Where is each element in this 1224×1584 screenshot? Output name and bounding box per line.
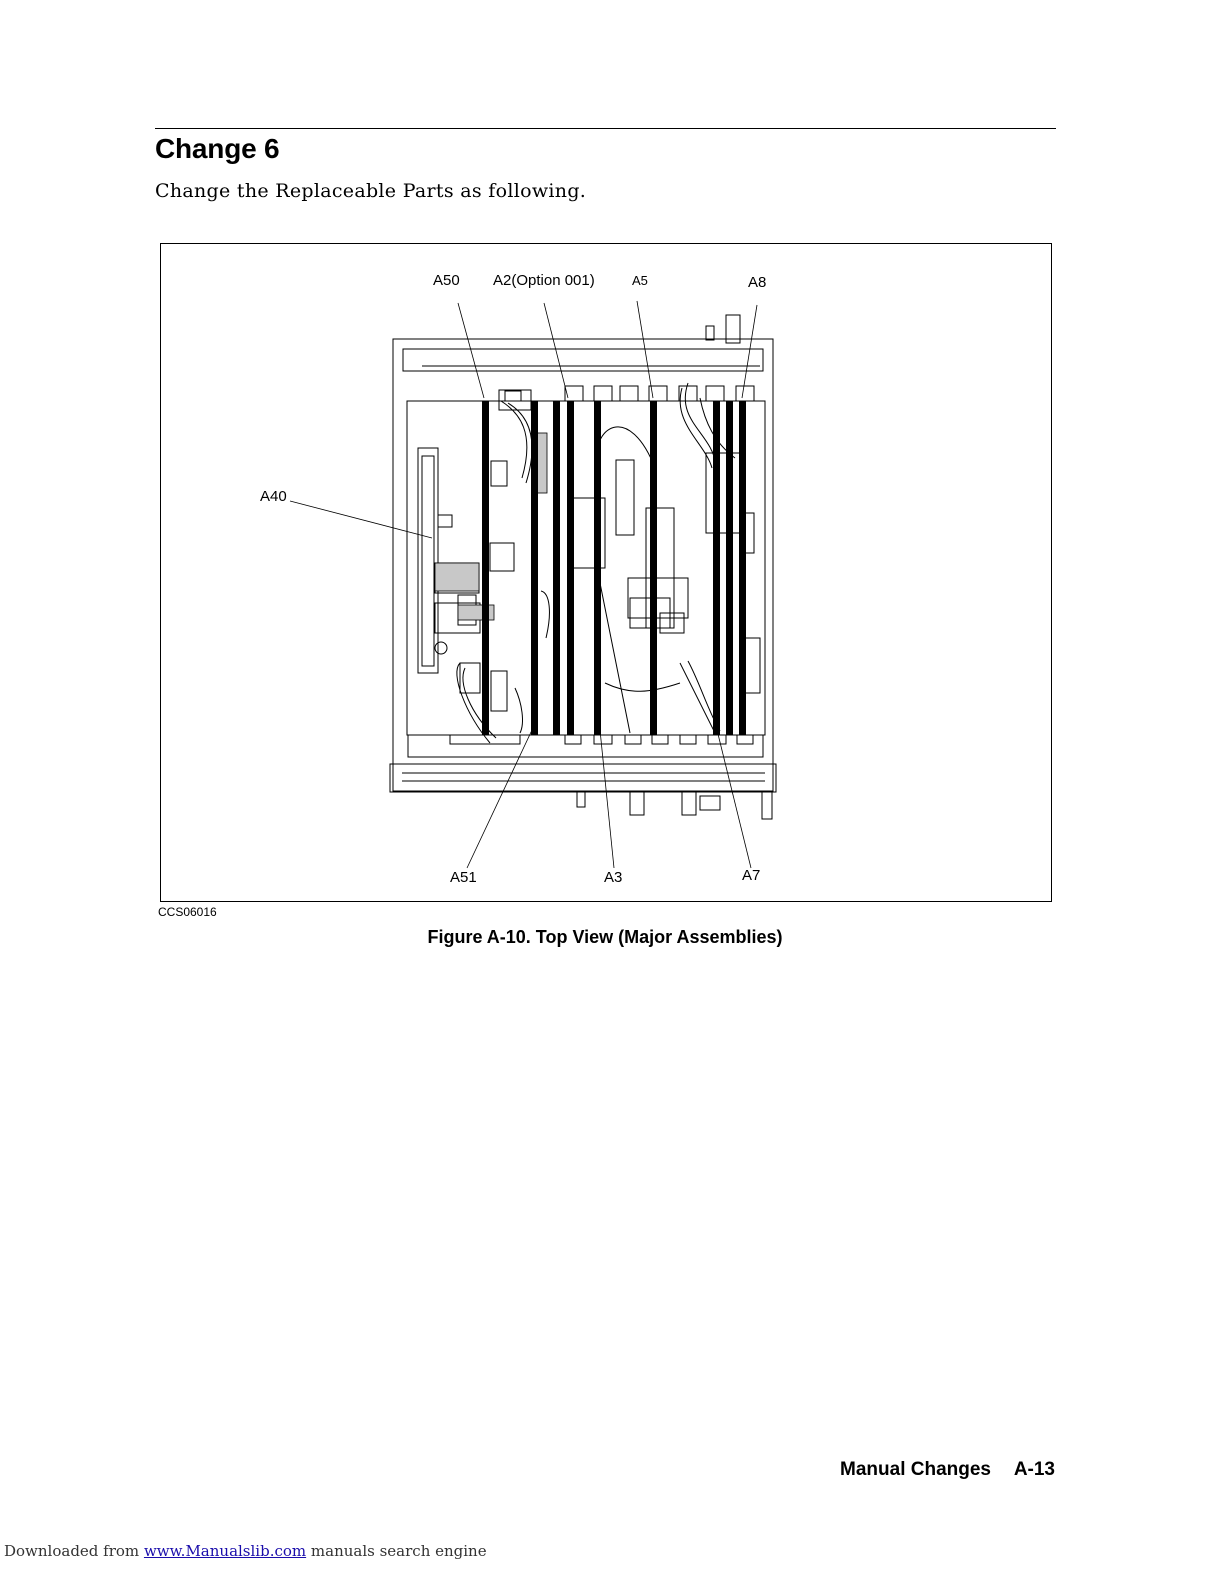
footer-section-name: Manual Changes [840, 1459, 991, 1480]
footer-page-number: A-13 [1013, 1459, 1055, 1480]
label-a3: A3 [604, 869, 623, 886]
a40-assembly [418, 448, 438, 673]
figure-code: CCS06016 [158, 905, 217, 919]
card-a8 [739, 401, 746, 735]
card-a7-1 [713, 401, 720, 735]
label-a2: A2(Option 001) [493, 272, 595, 289]
label-a50: A50 [433, 272, 460, 289]
intro-text: Change the Replaceable Parts as following. [155, 180, 587, 202]
card-slot [567, 401, 574, 735]
label-a51: A51 [450, 869, 477, 886]
label-a5: A5 [632, 273, 648, 288]
top-rule [155, 128, 1056, 129]
label-a7: A7 [742, 867, 761, 884]
card-a7-2 [726, 401, 733, 735]
download-note [4, 1542, 487, 1560]
card-a3 [594, 401, 601, 735]
card-a2 [553, 401, 560, 735]
card-a5 [650, 401, 657, 735]
card-a51 [531, 401, 538, 735]
figure-caption: Figure A-10. Top View (Major Assemblies) [427, 927, 783, 947]
download-suffix: manuals search engine [310, 1542, 487, 1560]
section-title: Change 6 [155, 133, 280, 164]
label-a8: A8 [748, 274, 767, 291]
download-prefix: Downloaded from [4, 1542, 140, 1560]
manualslib-link[interactable]: www.Manualslib.com [143, 1542, 307, 1560]
top-view-diagram [160, 243, 1052, 902]
label-a40: A40 [260, 488, 287, 505]
card-a50 [482, 401, 489, 735]
circuit-cards [482, 401, 746, 735]
